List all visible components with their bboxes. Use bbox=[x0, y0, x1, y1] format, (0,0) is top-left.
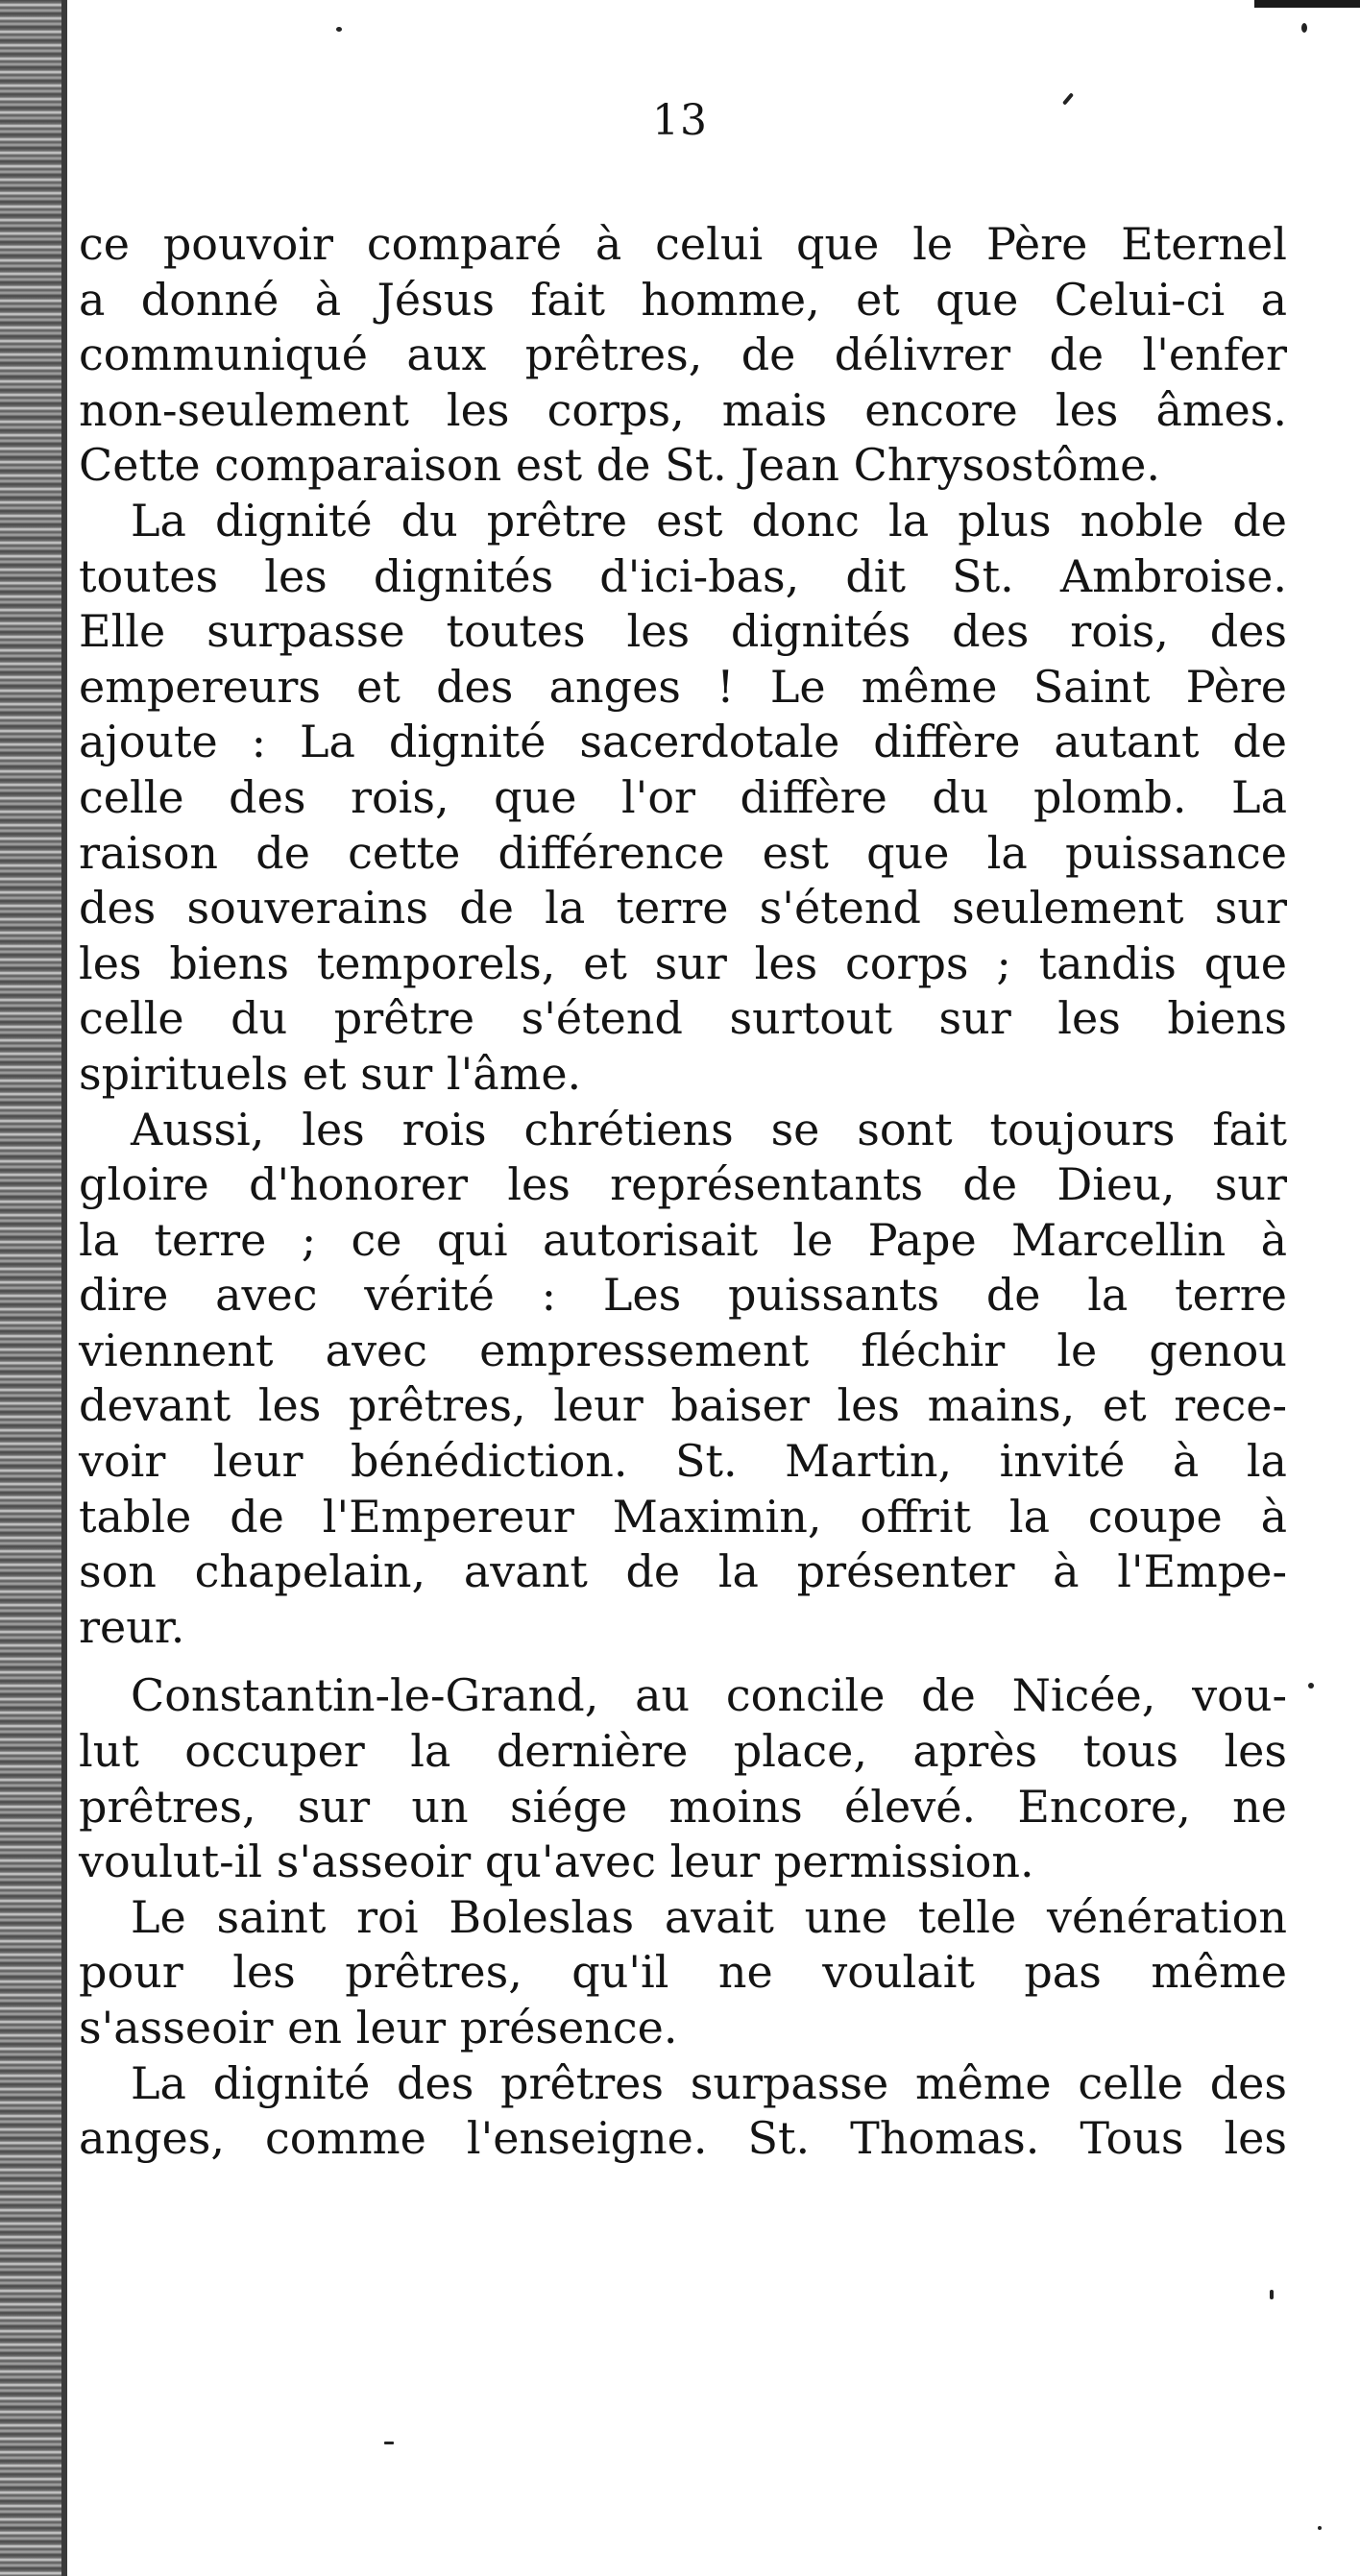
text-line: raison de cette différence est que la puissance bbox=[79, 826, 1287, 879]
ink-speck bbox=[1308, 1683, 1314, 1689]
paragraph-gap bbox=[79, 1655, 1287, 1668]
text-line: empereurs et des anges ! Le même Saint Père bbox=[79, 660, 1287, 713]
text-line: La dignité du prêtre est donc la plus noble de bbox=[131, 494, 1287, 547]
top-edge-mark bbox=[1254, 0, 1360, 8]
text-line: s'asseoir en leur présence. bbox=[79, 2002, 678, 2054]
text-line: les biens temporels, et sur les corps ; tandis que bbox=[79, 936, 1287, 989]
text-line: pour les prêtres, qu'il ne voulait pas même bbox=[79, 1946, 1287, 1999]
paragraph bbox=[79, 2056, 1287, 2167]
text-line: reur. bbox=[79, 1600, 185, 1653]
paragraph bbox=[79, 217, 1287, 494]
text-line: ajoute : La dignité sacerdotale diffère autant de bbox=[79, 716, 1287, 768]
text-line: viennent avec empressement fléchir le genou bbox=[79, 1324, 1287, 1376]
text-line: table de l'Empereur Maximin, offrit la coupe à bbox=[79, 1490, 1287, 1543]
book-binding-edge bbox=[0, 0, 61, 2576]
ink-speck bbox=[1301, 23, 1307, 33]
text-line: a donné à Jésus fait homme, et que Celui-ci a bbox=[79, 273, 1287, 326]
text-line: La dignité des prêtres surpasse même celle des bbox=[131, 2056, 1287, 2109]
text-line: non-seulement les corps, mais encore les âmes. bbox=[79, 383, 1287, 436]
text-line: dire avec vérité : Les puissants de la terre bbox=[79, 1269, 1287, 1322]
ink-speck bbox=[1318, 2526, 1322, 2530]
paragraph bbox=[79, 1890, 1287, 2056]
text-line: devant les prêtres, leur baiser les mains, et rece- bbox=[79, 1379, 1287, 1432]
text-line: Aussi, les rois chrétiens se sont toujours fait bbox=[131, 1103, 1287, 1155]
text-line: ce pouvoir comparé à celui que le Père Eternel bbox=[79, 218, 1287, 270]
text-line: Elle surpasse toutes les dignités des rois, des bbox=[79, 605, 1287, 658]
paragraph bbox=[79, 1103, 1287, 1656]
text-line: Cette comparaison est de St. Jean Chrysostôme. bbox=[79, 439, 1161, 492]
text-line: communiqué aux prêtres, de délivrer de l'enfer bbox=[79, 328, 1287, 381]
text-line: la terre ; ce qui autorisait le Pape Marcellin à bbox=[79, 1213, 1287, 1266]
ink-speck bbox=[384, 2442, 394, 2444]
text-line: Le saint roi Boleslas avait une telle vénération bbox=[131, 1890, 1287, 1943]
text-line: des souverains de la terre s'étend seulement sur bbox=[79, 882, 1287, 935]
text-line: voir leur bénédiction. St. Martin, invité à la bbox=[79, 1435, 1287, 1488]
paragraph bbox=[79, 1668, 1287, 1889]
text-line: spirituels et sur l'âme. bbox=[79, 1047, 582, 1100]
text-line: Constantin-le-Grand, au concile de Nicée, vou- bbox=[131, 1669, 1287, 1722]
text-line: voulut-il s'asseoir qu'avec leur permission. bbox=[79, 1835, 1034, 1888]
text-line: son chapelain, avant de la présenter à l'Empe- bbox=[79, 1545, 1287, 1598]
paragraph bbox=[79, 494, 1287, 1103]
body-text bbox=[79, 217, 1287, 2167]
ink-speck bbox=[336, 27, 342, 32]
page-number: 13 bbox=[652, 96, 708, 145]
text-line: lut occuper la dernière place, après tous les bbox=[79, 1725, 1287, 1778]
ink-speck bbox=[1270, 2290, 1274, 2299]
text-line: gloire d'honorer les représentants de Dieu, sur bbox=[79, 1158, 1287, 1211]
text-line: celle des rois, que l'or diffère du plomb. La bbox=[79, 770, 1287, 823]
text-line: prêtres, sur un siége moins élevé. Encore, ne bbox=[79, 1780, 1287, 1833]
text-line: toutes les dignités d'ici-bas, dit St. Ambroise. bbox=[79, 549, 1287, 602]
text-line: celle du prêtre s'étend surtout sur les biens bbox=[79, 992, 1287, 1045]
text-line: anges, comme l'enseigne. St. Thomas. Tous les bbox=[79, 2112, 1287, 2165]
